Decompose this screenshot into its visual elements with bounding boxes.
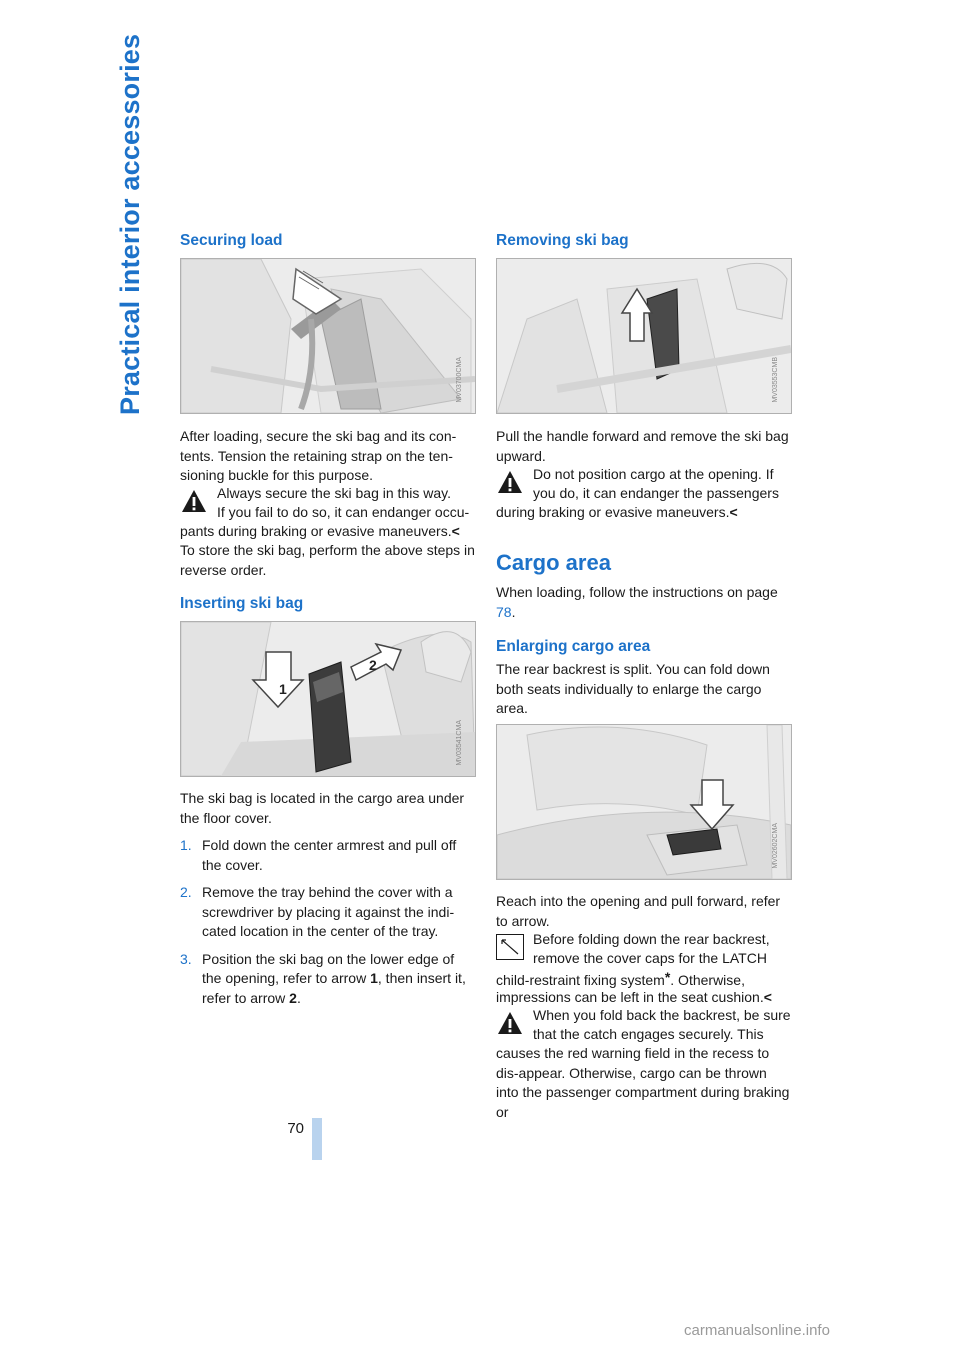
optional-equipment-star: * [664, 969, 671, 985]
store-ski-bag-paragraph: To store the ski bag, perform the above steps in reverse order. [180, 542, 475, 578]
rear-backrest-release-illustration [497, 725, 791, 879]
end-mark: < [451, 523, 460, 539]
end-mark: < [763, 989, 772, 1005]
warning-rest: causes the red warning field in the recess to dis-appear. Otherwise, cargo can be thrown into the passenger compartment during braking or [496, 1045, 790, 1120]
backrest-warning [496, 1006, 792, 1120]
page-marker-bar [312, 1118, 322, 1160]
note-corner-icon [496, 934, 524, 960]
warning-line-2: that the catch engages securely. This [533, 1026, 764, 1042]
warning-line-1: Do not position cargo at the opening. If [533, 466, 774, 482]
cargo-area-heading: Cargo area [496, 550, 611, 575]
reach-opening-paragraph: Reach into the opening and pull forward, refer to arrow. [496, 893, 781, 929]
ski-bag-insert-illustration [181, 622, 475, 776]
warning-triangle-icon [496, 1010, 524, 1036]
site-watermark: carmanualsonline.info [684, 1322, 830, 1339]
warning-line-2: If you fail to do so, it can endanger occu- [217, 504, 470, 520]
warning-line-3: pants during braking or evasive maneuvers. [180, 523, 452, 539]
ski-bag-strap-illustration [181, 259, 475, 413]
note-line-1: Before folding down the rear backrest, [533, 931, 770, 947]
securing-load-paragraph: After loading, secure the ski bag and its con-tents. Tension the retaining strap on the ten-sioning buckle for this purpose. [180, 428, 457, 483]
note-line-4: impressions can be left in the seat cushion. [496, 989, 764, 1005]
securing-load-heading: Securing load [180, 232, 283, 249]
securing-load-figure [180, 258, 476, 414]
ski-bag-remove-illustration [497, 259, 791, 413]
page-78-link[interactable]: 78 [496, 603, 512, 620]
arrow-2-label: 2 [369, 657, 377, 673]
chapter-side-title: Practical interior accessories [115, 34, 145, 416]
cargo-area-paragraph: When loading, follow the instructions on page 78. [496, 584, 778, 620]
warning-triangle-icon [180, 488, 208, 514]
warning-triangle-icon [496, 469, 524, 495]
warning-line-1: Always secure the ski bag in this way. [217, 485, 451, 501]
warning-line-2: you do, it can endanger the passengers [533, 485, 779, 501]
inserting-steps-list [180, 836, 476, 1016]
figure-code: MV03700CMA [456, 357, 463, 403]
arrow-1-label: 1 [279, 681, 287, 697]
end-mark: < [729, 504, 738, 520]
securing-load-warning [180, 484, 476, 546]
list-item: 1. Fold down the center armrest and pull off the cover. [180, 837, 457, 873]
list-item: 3. Position the ski bag on the lower edge of the opening, refer to arrow 1, then insert it, refer to arrow 2. [180, 950, 466, 1006]
enlarging-cargo-area-figure [496, 724, 792, 880]
inserting-ski-bag-figure [180, 621, 476, 777]
note-line-3: child-restraint fixing system [496, 972, 665, 988]
latch-note: Before folding down the rear backrest, remove the cover caps for the LATCH child-restraint fixing system*. Otherwise, impressions can be left in the seat cushion.< [496, 931, 772, 1005]
removing-warning [496, 465, 792, 527]
figure-code: MV03541CMA [456, 720, 463, 766]
note-line-2: remove the cover caps for the LATCH [533, 950, 767, 966]
figure-code: MV02602CMA [772, 823, 779, 869]
warning-line-1: When you fold back the backrest, be sure [533, 1007, 791, 1023]
enlarging-cargo-area-heading: Enlarging cargo area [496, 638, 651, 655]
warning-line-3: during braking or evasive maneuvers. [496, 504, 730, 520]
removing-paragraph: Pull the handle forward and remove the ski bag upward. [496, 428, 789, 464]
removing-ski-bag-figure [496, 258, 792, 414]
page-number: 70 [287, 1120, 304, 1137]
figure-code: MV03553CMB [772, 357, 779, 403]
enlarging-paragraph: The rear backrest is split. You can fold down both seats individually to enlarge the cargo area. [496, 661, 770, 716]
inserting-ski-bag-heading: Inserting ski bag [180, 595, 304, 612]
inserting-intro-paragraph: The ski bag is located in the cargo area under the floor cover. [180, 790, 465, 826]
list-item: 2. Remove the tray behind the cover with a screwdriver by placing it against the indi-cated location in the center of the tray. [180, 884, 455, 939]
removing-ski-bag-heading: Removing ski bag [496, 232, 629, 249]
